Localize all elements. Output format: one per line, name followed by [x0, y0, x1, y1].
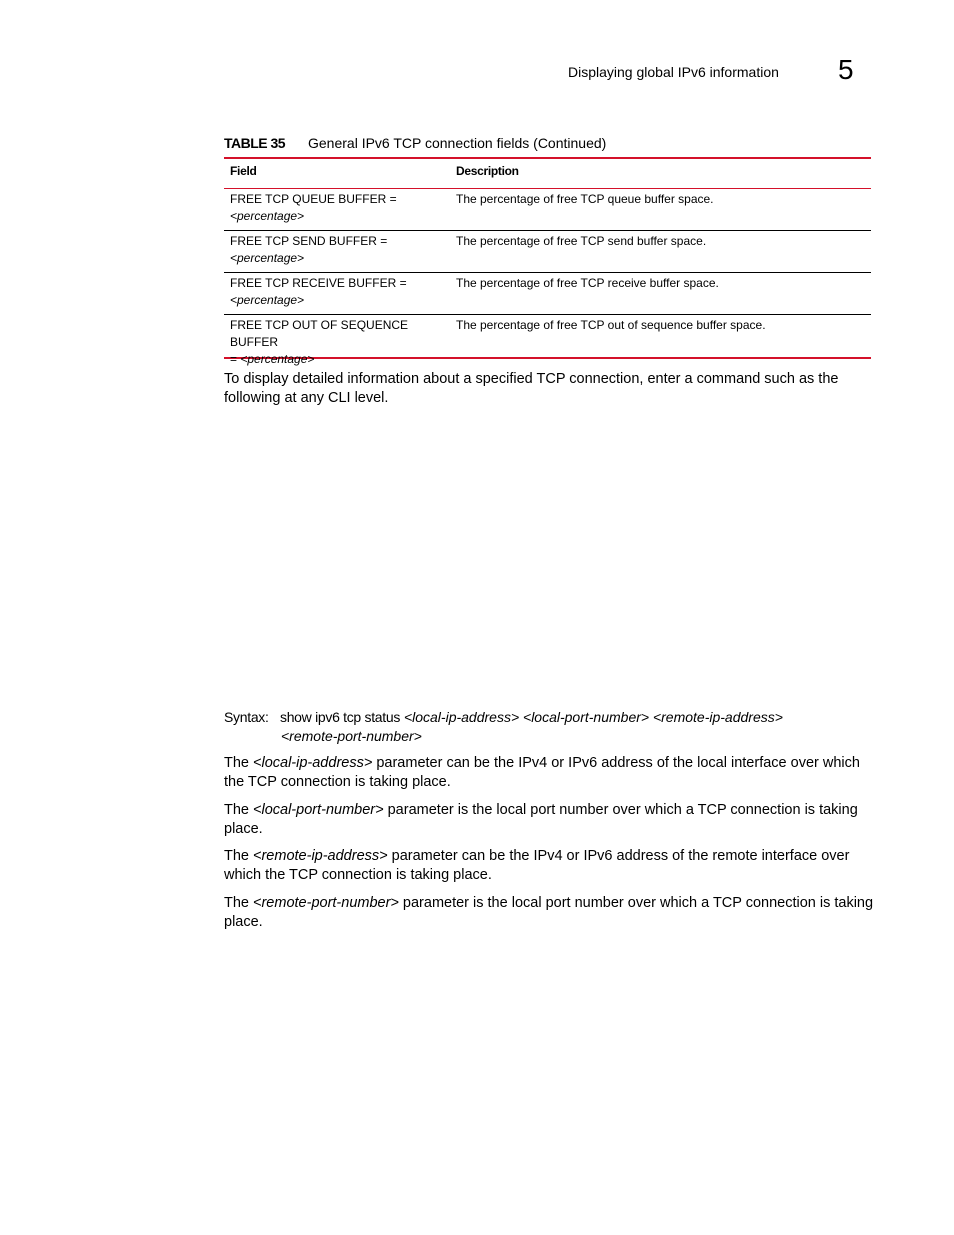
field-cell	[224, 315, 456, 366]
param-description	[224, 847, 874, 885]
text: The	[224, 848, 254, 864]
field-cell	[224, 231, 456, 272]
column-header-field: Field	[230, 164, 257, 178]
param-name: <local-ip-address>	[253, 755, 373, 771]
text: The	[224, 755, 254, 771]
table-title: General IPv6 TCP connection fields (Continued)	[308, 135, 607, 151]
description-cell: The percentage of free TCP receive buffer space.	[456, 276, 719, 290]
syntax-label: Syntax:	[224, 709, 269, 725]
text: parameter can be the IPv4 or IPv6 address of the local interface over which the TCP connection is taking place.	[224, 755, 860, 790]
table-row	[224, 315, 871, 366]
text: parameter can be the IPv4 or IPv6 address of the remote interface over which the TCP connection is taking place.	[224, 848, 850, 883]
field-cell	[224, 273, 456, 314]
chapter-number: 5	[838, 54, 854, 85]
text: parameter is the local port number over which a TCP connection is taking place.	[224, 895, 874, 930]
param-description	[224, 801, 874, 839]
field-param: <percentage>	[230, 209, 305, 223]
field-cell	[224, 189, 456, 230]
table-label: TABLE 35	[224, 135, 286, 151]
description-cell: The percentage of free TCP send buffer space.	[456, 234, 707, 248]
intro-paragraph: To display detailed information about a specified TCP connection, enter a command such as the following at any CLI level.	[224, 371, 839, 406]
fields-table	[224, 157, 871, 366]
syntax-params-continued: <remote-port-number>	[281, 728, 422, 744]
description-cell: The percentage of free TCP out of sequence buffer space.	[456, 318, 766, 332]
field-name: FREE TCP OUT OF SEQUENCE BUFFER	[230, 318, 409, 349]
syntax-command: show ipv6 tcp status	[280, 709, 401, 725]
column-header-description: Description	[456, 164, 519, 178]
text: The	[224, 895, 254, 911]
syntax-params: <local-ip-address> <local-port-number> <remote-ip-address>	[403, 709, 783, 725]
param-description	[224, 754, 874, 792]
param-name: <remote-port-number>	[253, 895, 399, 911]
text: The	[224, 802, 254, 818]
table-header-row	[224, 159, 871, 189]
param-description	[224, 894, 874, 932]
running-header-title: Displaying global IPv6 information	[568, 64, 779, 80]
field-param: <percentage>	[230, 251, 305, 265]
text: parameter is the local port number over which a TCP connection is taking place.	[224, 802, 858, 837]
param-name: <remote-ip-address>	[253, 848, 388, 864]
field-name: FREE TCP QUEUE BUFFER =	[230, 192, 397, 206]
syntax-block	[224, 708, 874, 746]
field-prefix: =	[230, 352, 241, 366]
table-row	[224, 273, 871, 315]
table-caption	[224, 135, 606, 151]
field-param: <percentage>	[240, 352, 315, 366]
field-param: <percentage>	[230, 293, 305, 307]
table-row	[224, 189, 871, 231]
param-name: <local-port-number>	[253, 802, 384, 818]
field-name: FREE TCP SEND BUFFER =	[230, 234, 388, 248]
field-name: FREE TCP RECEIVE BUFFER =	[230, 276, 407, 290]
table-row	[224, 231, 871, 273]
description-cell: The percentage of free TCP queue buffer space.	[456, 192, 714, 206]
